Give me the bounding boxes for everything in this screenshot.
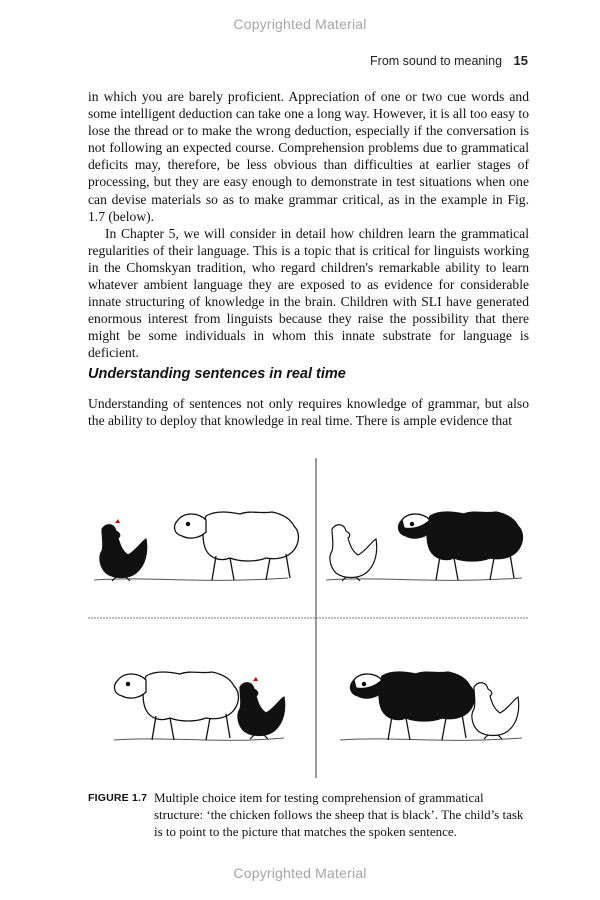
paragraph: Understanding of sentences not only requires knowledge of grammar, but also the ability to deploy that knowledge in real time. There is ample evidence that xyxy=(88,396,529,429)
section-heading: Understanding sentences in real time xyxy=(88,366,346,382)
paragraph: In Chapter 5, we will consider in detail how children learn the grammatical regularities of their language. This is a topic that is critical for linguists working in the Chomskyan tradition, who regard children's remarkable ability to learn whatever ambient language they are exposed to as evidence for considerable innate structuring of knowledge in the brain. Children with SLI have generated enormous interest from linguists because they raise the possibility that there might be some individuals in whom this innate substrate for language is deficient. xyxy=(88,225,529,361)
panel-top-left xyxy=(94,512,299,581)
body-text-section xyxy=(88,395,529,429)
sheep-black xyxy=(399,512,523,580)
watermark-bottom: Copyrighted Material xyxy=(233,865,367,881)
chicken-black xyxy=(100,519,147,581)
body-text-top xyxy=(88,88,529,362)
watermark-top: Copyrighted Material xyxy=(233,16,367,32)
chicken-black xyxy=(238,677,285,739)
chicken-white xyxy=(330,525,377,581)
running-head xyxy=(370,53,528,68)
sheep-white xyxy=(115,672,239,740)
running-title: From sound to meaning xyxy=(370,54,503,68)
panel-bottom-left xyxy=(114,672,285,740)
panel-bottom-right xyxy=(340,672,522,740)
chicken-white xyxy=(472,683,519,739)
figure-label: FIGURE 1.7 xyxy=(88,792,148,804)
paragraph: in which you are barely proficient. Appreciation of one or two cue words and some intelligent deduction can take one a long way. However, it is all too easy to lose the thread or to make the wrong deduction, especially if the conversation is not following an expected course. Comprehension problems due to grammatical deficits may, therefore, be less obvious than difficulties at earlier stages of processing, but they are easy enough to demonstrate in test situations when one can devise materials so as to make grammar critical, as in the example in Fig. 1.7 (below). xyxy=(88,89,529,224)
page-number: 15 xyxy=(513,53,528,68)
panel-top-right xyxy=(326,512,523,581)
figure-caption-text: Multiple choice item for testing comprehension of grammatical structure: ‘the chicken follows the sheep that is black’. The child’s task is to point to the picture that matches the spoken sentence. xyxy=(154,790,524,839)
sheep-black xyxy=(351,672,475,740)
figure-illustration xyxy=(88,458,529,778)
figure-caption xyxy=(88,789,529,840)
sheep-white xyxy=(175,512,299,580)
